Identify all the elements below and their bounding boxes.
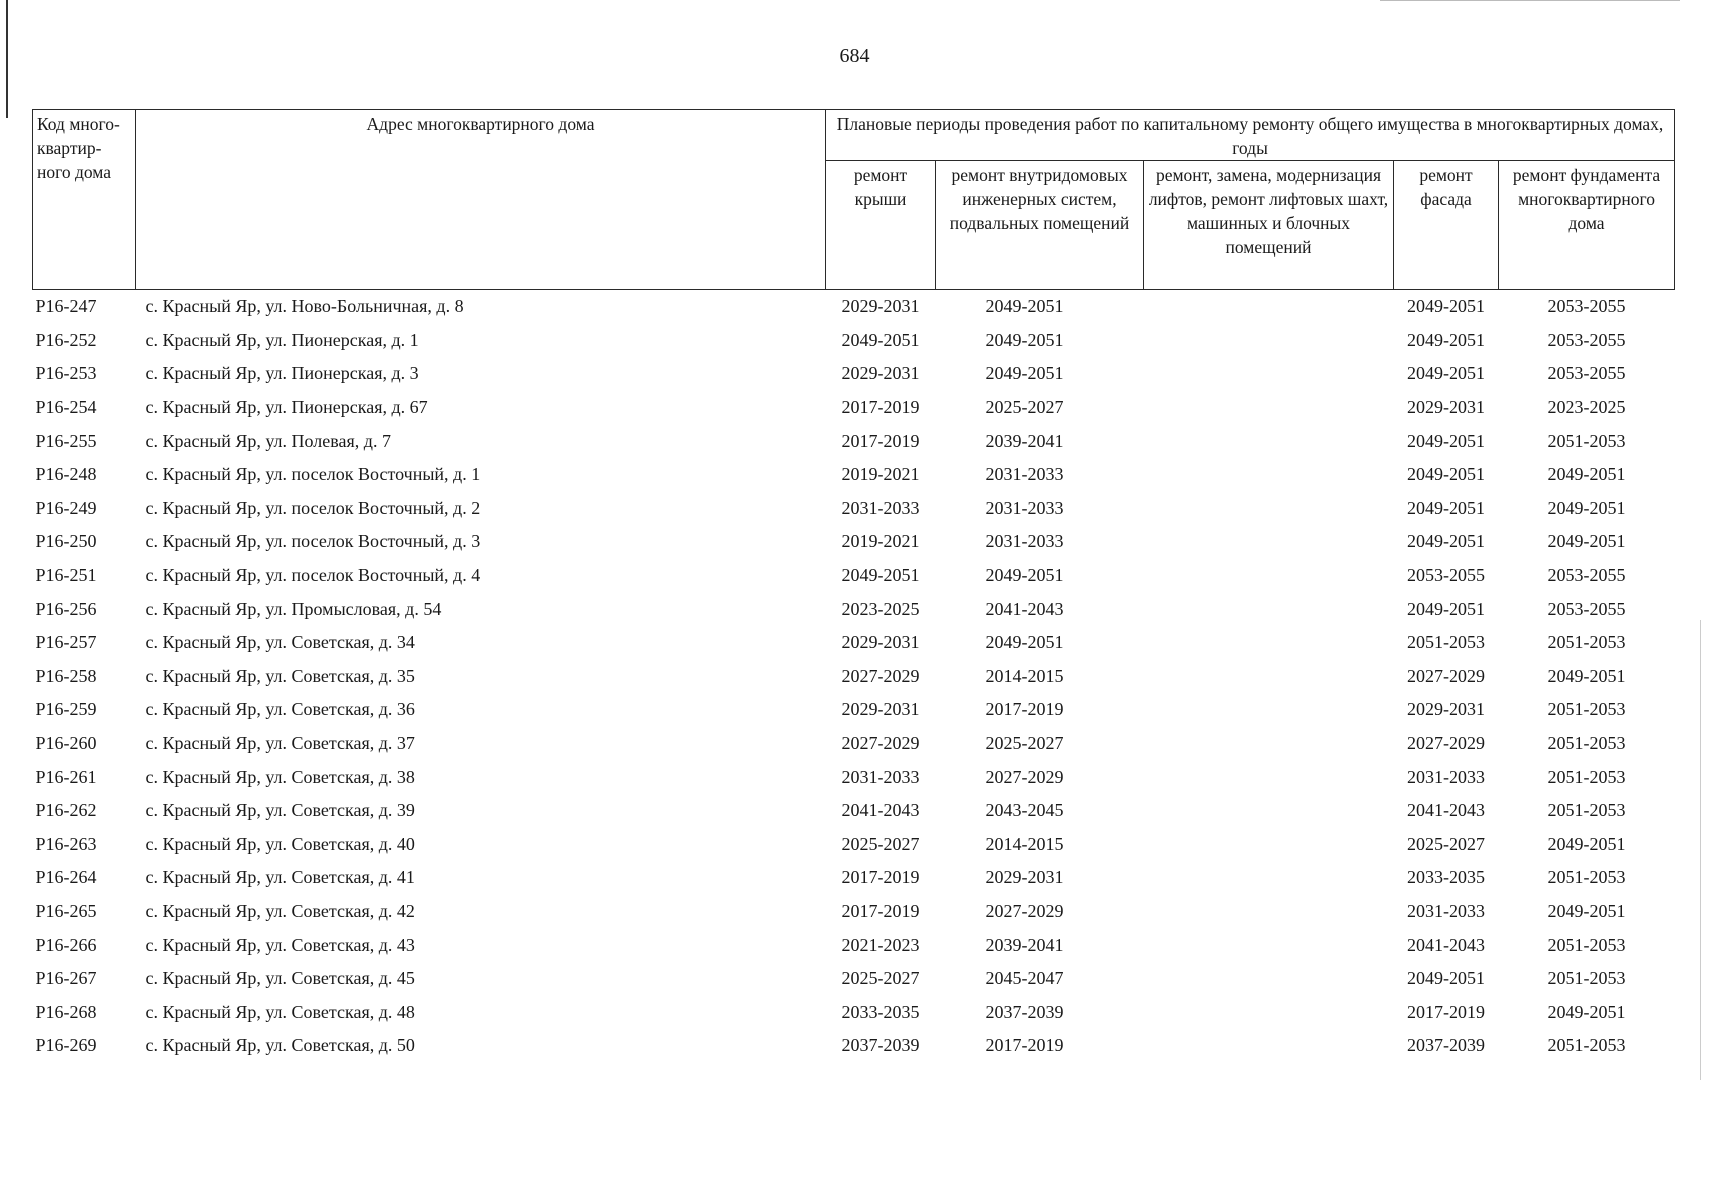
- cell-engineering: 2049-2051: [985, 363, 1064, 384]
- cell-engineering: 2017-2019: [985, 1035, 1064, 1056]
- cell-foundation: 2053-2055: [1547, 363, 1626, 384]
- table-row: [33, 727, 1675, 761]
- cell-foundation: 2049-2051: [1547, 1001, 1626, 1022]
- header-periods: Плановые периоды проведения работ по капитальному ремонту общего имущества в многоквартирных домах, годы: [826, 110, 1675, 161]
- table-row: [33, 626, 1675, 660]
- cell-code: Р16-264: [35, 867, 97, 888]
- cell-code: Р16-249: [35, 497, 97, 518]
- cell-roof: 2027-2029: [841, 733, 920, 754]
- header-facade: ремонт фасада: [1394, 161, 1499, 290]
- table-row: [33, 962, 1675, 996]
- table-row: [33, 424, 1675, 458]
- cell-engineering: 2025-2027: [985, 397, 1064, 418]
- cell-code: Р16-248: [35, 464, 97, 485]
- cell-foundation: 2051-2053: [1547, 1035, 1626, 1056]
- cell-elevators: [1144, 995, 1394, 1029]
- cell-elevators: [1144, 324, 1394, 358]
- cell-foundation: 2051-2053: [1547, 867, 1626, 888]
- cell-code: Р16-256: [35, 598, 97, 619]
- cell-address: с. Красный Яр, ул. Пионерская, д. 67: [145, 397, 428, 418]
- header-code: Код много-квартир-ного дома: [33, 110, 136, 290]
- cell-foundation: 2049-2051: [1547, 900, 1626, 921]
- cell-roof: 2031-2033: [841, 766, 920, 787]
- table-row: [33, 458, 1675, 492]
- table-row: [33, 861, 1675, 895]
- cell-address: с. Красный Яр, ул. Советская, д. 48: [145, 1001, 415, 1022]
- cell-facade: 2051-2053: [1407, 632, 1485, 653]
- table-row: [33, 693, 1675, 727]
- cell-address: с. Красный Яр, ул. Советская, д. 35: [145, 665, 415, 686]
- right-edge-rule: [1700, 620, 1701, 1080]
- cell-code: Р16-247: [35, 296, 97, 317]
- cell-facade: 2017-2019: [1407, 1001, 1485, 1022]
- cell-roof: 2017-2019: [841, 430, 920, 451]
- table-row: [33, 828, 1675, 862]
- cell-facade: 2049-2051: [1407, 531, 1485, 552]
- cell-code: Р16-266: [35, 934, 97, 955]
- cell-facade: 2033-2035: [1407, 867, 1485, 888]
- cell-elevators: [1144, 559, 1394, 593]
- cell-elevators: [1144, 727, 1394, 761]
- cell-facade: 2049-2051: [1407, 329, 1485, 350]
- header-roof: ремонт крыши: [826, 161, 936, 290]
- cell-foundation: 2051-2053: [1547, 968, 1626, 989]
- top-edge-rule: [1380, 0, 1680, 1]
- cell-elevators: [1144, 828, 1394, 862]
- header-foundation: ремонт фундамента многоквартирного дома: [1499, 161, 1675, 290]
- cell-roof: 2019-2021: [841, 531, 920, 552]
- cell-roof: 2029-2031: [841, 632, 920, 653]
- cell-elevators: [1144, 458, 1394, 492]
- cell-roof: 2033-2035: [841, 1001, 920, 1022]
- cell-facade: 2053-2055: [1407, 565, 1485, 586]
- cell-code: Р16-267: [35, 968, 97, 989]
- cell-roof: 2019-2021: [841, 464, 920, 485]
- cell-address: с. Красный Яр, ул. Ново-Больничная, д. 8: [145, 296, 464, 317]
- cell-roof: 2025-2027: [841, 833, 920, 854]
- cell-code: Р16-250: [35, 531, 97, 552]
- cell-foundation: 2053-2055: [1547, 565, 1626, 586]
- cell-code: Р16-253: [35, 363, 97, 384]
- cell-engineering: 2017-2019: [985, 699, 1064, 720]
- page-number: 684: [839, 45, 870, 67]
- cell-engineering: 2037-2039: [985, 1001, 1064, 1022]
- cell-facade: 2031-2033: [1407, 900, 1485, 921]
- cell-elevators: [1144, 626, 1394, 660]
- cell-foundation: 2049-2051: [1547, 497, 1626, 518]
- cell-engineering: 2045-2047: [985, 968, 1064, 989]
- cell-foundation: 2053-2055: [1547, 296, 1626, 317]
- cell-roof: 2029-2031: [841, 363, 920, 384]
- cell-engineering: 2031-2033: [985, 531, 1064, 552]
- table-row: [33, 324, 1675, 358]
- cell-engineering: 2049-2051: [985, 632, 1064, 653]
- cell-elevators: [1144, 391, 1394, 425]
- cell-facade: 2025-2027: [1407, 833, 1485, 854]
- capital-repair-schedule-table: [32, 109, 1675, 1063]
- cell-foundation: 2051-2053: [1547, 699, 1626, 720]
- table-row: [33, 794, 1675, 828]
- cell-elevators: [1144, 928, 1394, 962]
- cell-engineering: 2049-2051: [985, 329, 1064, 350]
- cell-address: с. Красный Яр, ул. поселок Восточный, д. 2: [145, 497, 481, 518]
- table-header: [33, 110, 1675, 290]
- cell-elevators: [1144, 357, 1394, 391]
- cell-facade: 2049-2051: [1407, 598, 1485, 619]
- cell-address: с. Красный Яр, ул. поселок Восточный, д. 3: [145, 531, 481, 552]
- cell-facade: 2049-2051: [1407, 464, 1485, 485]
- table-row: [33, 525, 1675, 559]
- cell-code: Р16-262: [35, 800, 97, 821]
- cell-address: с. Красный Яр, ул. Советская, д. 39: [145, 800, 415, 821]
- cell-foundation: 2049-2051: [1547, 665, 1626, 686]
- cell-address: с. Красный Яр, ул. поселок Восточный, д. 4: [145, 565, 481, 586]
- cell-address: с. Красный Яр, ул. Советская, д. 43: [145, 934, 415, 955]
- cell-code: Р16-261: [35, 766, 97, 787]
- header-address: Адрес многоквартирного дома: [136, 110, 826, 290]
- cell-engineering: 2039-2041: [985, 934, 1064, 955]
- cell-roof: 2021-2023: [841, 934, 920, 955]
- cell-address: с. Красный Яр, ул. Советская, д. 37: [145, 733, 415, 754]
- cell-foundation: 2053-2055: [1547, 598, 1626, 619]
- cell-engineering: 2027-2029: [985, 900, 1064, 921]
- cell-foundation: 2051-2053: [1547, 766, 1626, 787]
- cell-engineering: 2014-2015: [985, 833, 1064, 854]
- cell-facade: 2037-2039: [1407, 1035, 1485, 1056]
- cell-address: с. Красный Яр, ул. Советская, д. 34: [145, 632, 415, 653]
- cell-elevators: [1144, 760, 1394, 794]
- cell-facade: 2049-2051: [1407, 968, 1485, 989]
- cell-engineering: 2025-2027: [985, 733, 1064, 754]
- cell-elevators: [1144, 660, 1394, 694]
- cell-code: Р16-251: [35, 565, 97, 586]
- cell-address: с. Красный Яр, ул. Советская, д. 45: [145, 968, 415, 989]
- table-row: [33, 928, 1675, 962]
- cell-engineering: 2049-2051: [985, 296, 1064, 317]
- cell-elevators: [1144, 290, 1394, 324]
- cell-facade: 2049-2051: [1407, 363, 1485, 384]
- cell-elevators: [1144, 794, 1394, 828]
- cell-roof: 2037-2039: [841, 1035, 920, 1056]
- table-row: [33, 559, 1675, 593]
- cell-address: с. Красный Яр, ул. Советская, д. 36: [145, 699, 415, 720]
- cell-roof: 2027-2029: [841, 665, 920, 686]
- cell-elevators: [1144, 962, 1394, 996]
- cell-elevators: [1144, 1029, 1394, 1063]
- cell-code: Р16-260: [35, 733, 97, 754]
- cell-roof: 2017-2019: [841, 397, 920, 418]
- table-row: [33, 660, 1675, 694]
- cell-address: с. Красный Яр, ул. Промысловая, д. 54: [145, 598, 442, 619]
- cell-code: Р16-263: [35, 833, 97, 854]
- cell-engineering: 2014-2015: [985, 665, 1064, 686]
- table-row: [33, 760, 1675, 794]
- cell-roof: 2017-2019: [841, 867, 920, 888]
- cell-facade: 2027-2029: [1407, 665, 1485, 686]
- cell-facade: 2029-2031: [1407, 699, 1485, 720]
- cell-foundation: 2051-2053: [1547, 934, 1626, 955]
- cell-address: с. Красный Яр, ул. Советская, д. 40: [145, 833, 415, 854]
- cell-elevators: [1144, 424, 1394, 458]
- cell-address: с. Красный Яр, ул. Советская, д. 42: [145, 900, 415, 921]
- cell-engineering: 2041-2043: [985, 598, 1064, 619]
- cell-engineering: 2031-2033: [985, 497, 1064, 518]
- cell-code: Р16-259: [35, 699, 97, 720]
- table-row: [33, 492, 1675, 526]
- cell-engineering: 2029-2031: [985, 867, 1064, 888]
- table-row: [33, 592, 1675, 626]
- cell-elevators: [1144, 895, 1394, 929]
- cell-facade: 2031-2033: [1407, 766, 1485, 787]
- cell-engineering: 2031-2033: [985, 464, 1064, 485]
- cell-facade: 2029-2031: [1407, 397, 1485, 418]
- cell-roof: 2029-2031: [841, 296, 920, 317]
- cell-address: с. Красный Яр, ул. поселок Восточный, д. 1: [145, 464, 481, 485]
- cell-code: Р16-258: [35, 665, 97, 686]
- cell-facade: 2049-2051: [1407, 430, 1485, 451]
- cell-roof: 2049-2051: [841, 329, 920, 350]
- cell-roof: 2023-2025: [841, 598, 920, 619]
- cell-foundation: 2051-2053: [1547, 733, 1626, 754]
- cell-code: Р16-255: [35, 430, 97, 451]
- cell-code: Р16-269: [35, 1035, 97, 1056]
- cell-facade: 2049-2051: [1407, 497, 1485, 518]
- table-row: [33, 1029, 1675, 1063]
- cell-foundation: 2049-2051: [1547, 833, 1626, 854]
- cell-elevators: [1144, 861, 1394, 895]
- cell-code: Р16-254: [35, 397, 97, 418]
- cell-address: с. Красный Яр, ул. Советская, д. 50: [145, 1035, 415, 1056]
- header-elevators: ремонт, замена, модернизация лифтов, ремонт лифтовых шахт, машинных и блочных помещений: [1144, 161, 1394, 290]
- cell-foundation: 2049-2051: [1547, 464, 1626, 485]
- cell-address: с. Красный Яр, ул. Пионерская, д. 1: [145, 329, 419, 350]
- cell-roof: 2031-2033: [841, 497, 920, 518]
- cell-roof: 2041-2043: [841, 800, 920, 821]
- cell-foundation: 2051-2053: [1547, 632, 1626, 653]
- cell-foundation: 2051-2053: [1547, 430, 1626, 451]
- cell-engineering: 2027-2029: [985, 766, 1064, 787]
- cell-roof: 2017-2019: [841, 900, 920, 921]
- cell-elevators: [1144, 525, 1394, 559]
- table-row: [33, 895, 1675, 929]
- header-engineering: ремонт внутридомовых инженерных систем, подвальных помещений: [936, 161, 1144, 290]
- cell-roof: 2029-2031: [841, 699, 920, 720]
- cell-foundation: 2023-2025: [1547, 397, 1626, 418]
- cell-code: Р16-265: [35, 900, 97, 921]
- cell-foundation: 2053-2055: [1547, 329, 1626, 350]
- cell-facade: 2049-2051: [1407, 296, 1485, 317]
- cell-facade: 2041-2043: [1407, 800, 1485, 821]
- cell-code: Р16-268: [35, 1001, 97, 1022]
- cell-code: Р16-257: [35, 632, 97, 653]
- cell-roof: 2025-2027: [841, 968, 920, 989]
- cell-address: с. Красный Яр, ул. Полевая, д. 7: [145, 430, 391, 451]
- table-body: [33, 290, 1675, 1063]
- cell-address: с. Красный Яр, ул. Пионерская, д. 3: [145, 363, 419, 384]
- cell-facade: 2027-2029: [1407, 733, 1485, 754]
- table-row: [33, 391, 1675, 425]
- cell-roof: 2049-2051: [841, 565, 920, 586]
- table-row: [33, 290, 1675, 324]
- cell-engineering: 2039-2041: [985, 430, 1064, 451]
- cell-engineering: 2043-2045: [985, 800, 1064, 821]
- cell-address: с. Красный Яр, ул. Советская, д. 38: [145, 766, 415, 787]
- cell-engineering: 2049-2051: [985, 565, 1064, 586]
- cell-foundation: 2049-2051: [1547, 531, 1626, 552]
- cell-elevators: [1144, 693, 1394, 727]
- cell-elevators: [1144, 592, 1394, 626]
- cell-foundation: 2051-2053: [1547, 800, 1626, 821]
- table-row: [33, 357, 1675, 391]
- cell-facade: 2041-2043: [1407, 934, 1485, 955]
- cell-elevators: [1144, 492, 1394, 526]
- table-row: [33, 995, 1675, 1029]
- cell-address: с. Красный Яр, ул. Советская, д. 41: [145, 867, 415, 888]
- cell-code: Р16-252: [35, 329, 97, 350]
